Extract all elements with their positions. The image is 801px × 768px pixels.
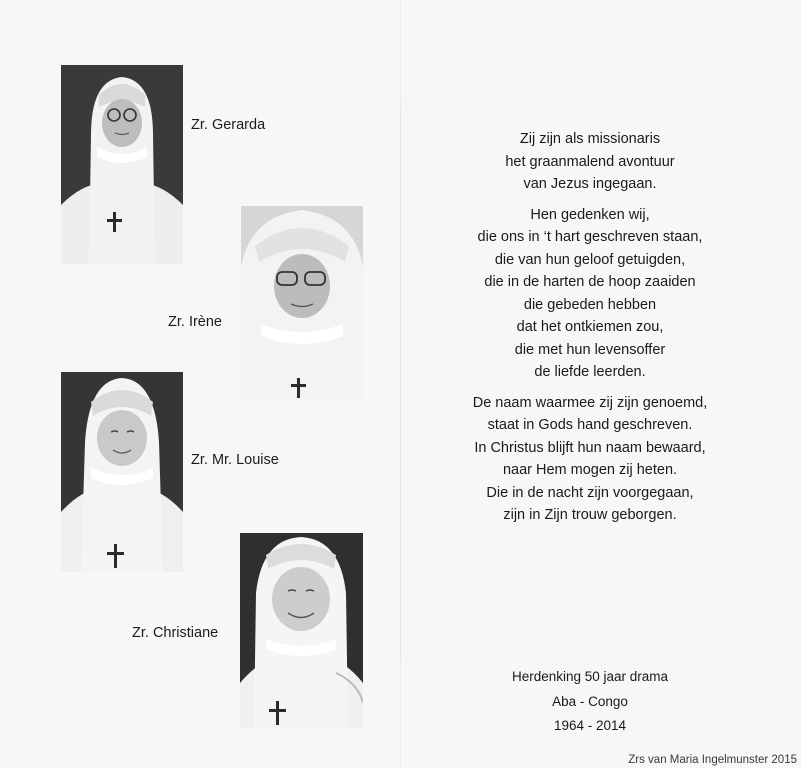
poem-stanza-3	[440, 392, 740, 527]
credit-watermark: Zrs van Maria Ingelmunster 2015	[628, 754, 797, 766]
poem-line: Zij zijn als missionaris	[519, 131, 661, 147]
poem-line: het graanmalend avontuur	[505, 153, 675, 170]
memorial-place: Aba - Congo	[552, 693, 628, 709]
caption-irene: Zr. Irène	[168, 314, 222, 330]
poem-line: die in de harten de hoop zaaiden	[484, 274, 696, 290]
poem-line: van Jezus ingegaan.	[523, 176, 657, 192]
portrait-photo-irene	[241, 206, 363, 401]
portrait-photo-christiane	[240, 533, 363, 728]
portrait-photo-gerarda	[61, 65, 183, 264]
poem-line: zijn in Zijn trouw geborgen.	[503, 507, 677, 523]
memorial-years: 1964 - 2014	[553, 718, 627, 733]
poem-line: dat het ontkiemen zou,	[516, 319, 664, 335]
caption-gerarda: Zr. Gerarda	[191, 117, 266, 133]
poem-line: Die in de nacht zijn voorgegaan,	[486, 484, 694, 501]
poem-line: die gebeden hebben	[523, 296, 657, 313]
caption-mr-louise: Zr. Mr. Louise	[191, 452, 279, 468]
portrait-photo-mr-louise	[61, 372, 183, 572]
poem-line: die ons in ‘t hart geschreven staan,	[477, 229, 703, 245]
card-fold	[400, 0, 401, 768]
poem-line: In Christus blijft hun naam bewaard,	[474, 439, 706, 456]
caption-christiane: Zr. Christiane	[132, 625, 219, 641]
memorial-text	[500, 665, 680, 739]
poem-line: de liefde leerden.	[534, 364, 646, 380]
poem-stanza-2	[440, 204, 740, 384]
poem-line: Hen gedenken wij,	[530, 206, 650, 223]
poem-line: die met hun levensoffer	[514, 341, 666, 358]
memorial-title: Herdenking 50 jaar drama	[511, 669, 669, 684]
poem-line: De naam waarmee zij zijn genoemd,	[472, 394, 708, 411]
poem-line: naar Hem mogen zij heten.	[502, 462, 678, 478]
poem-line: die van hun geloof getuigden,	[494, 251, 686, 268]
poem-stanza-1	[440, 128, 740, 196]
poem	[440, 128, 740, 535]
poem-line: staat in Gods hand geschreven.	[487, 417, 693, 433]
